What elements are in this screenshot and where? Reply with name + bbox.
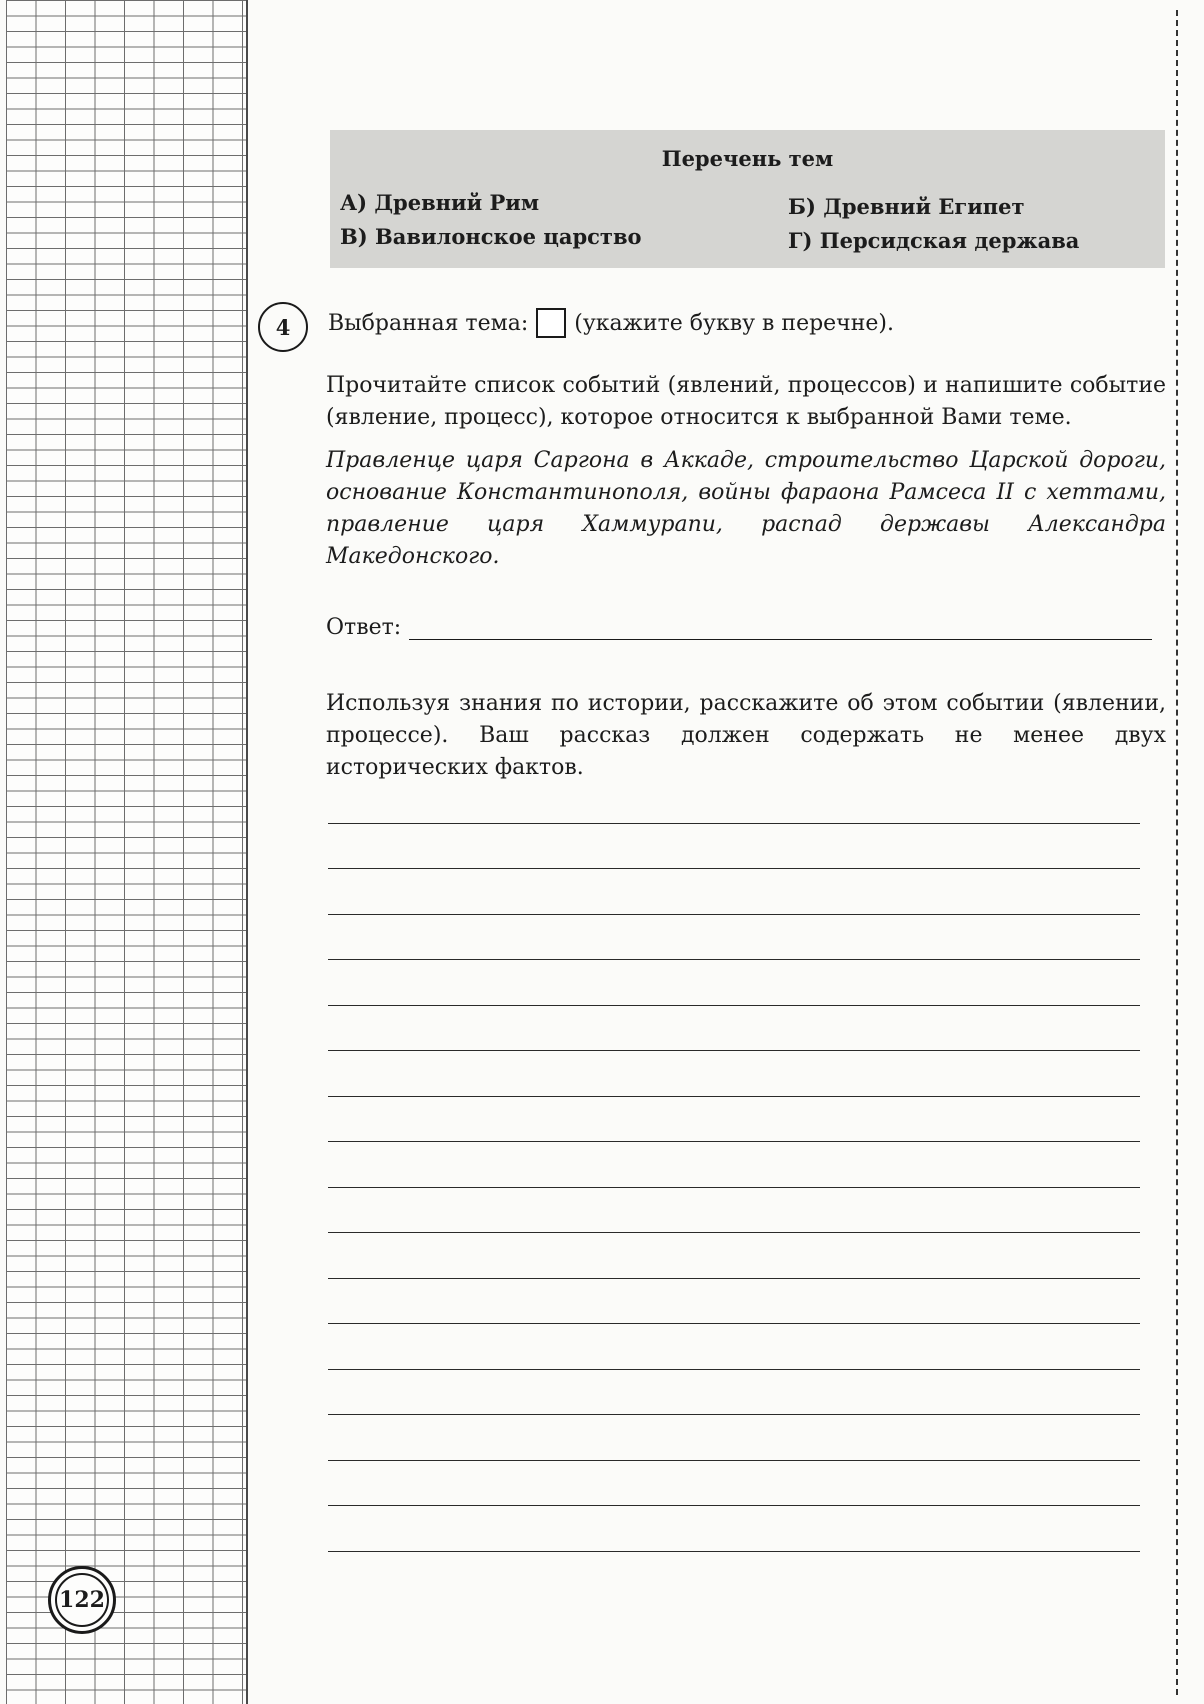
writing-line[interactable] [328, 1187, 1140, 1188]
writing-line[interactable] [328, 1414, 1140, 1415]
topics-list [330, 130, 1165, 268]
topic-g: Г) Персидская держава [788, 228, 1080, 253]
writing-line[interactable] [328, 1323, 1140, 1324]
writing-line[interactable] [328, 1505, 1140, 1506]
writing-line[interactable] [328, 914, 1140, 915]
topic-v: В) Вавилонское царство [340, 224, 642, 249]
answer-row [326, 613, 1152, 640]
chosen-topic-box[interactable] [536, 308, 566, 338]
cut-line [1176, 10, 1178, 1695]
writing-line[interactable] [328, 1551, 1140, 1552]
answer-label: Ответ: [326, 615, 402, 640]
task-instruction: Прочитайте список событий (явлений, процессов) и напишите событие (явление, процесс), которое относится к выбранной Вами теме. [326, 373, 1166, 430]
chosen-topic-label: Выбранная тема: [328, 310, 529, 336]
topic-a: А) Древний Рим [340, 190, 540, 215]
writing-line[interactable] [328, 868, 1140, 869]
chosen-topic-hint: (укажите букву в перечне). [574, 310, 894, 336]
writing-line[interactable] [328, 959, 1140, 960]
story-prompt: Используя знания по истории, расскажите об этом событии (явлении, процессе). Ваш рассказ должен содержать не менее двух исторических фактов. [326, 691, 1166, 780]
answer-line[interactable] [409, 613, 1152, 640]
writing-line[interactable] [328, 1096, 1140, 1097]
writing-line[interactable] [328, 1232, 1140, 1233]
page-number-badge [48, 1566, 116, 1634]
writing-line[interactable] [328, 1278, 1140, 1279]
writing-line[interactable] [328, 1050, 1140, 1051]
writing-line[interactable] [328, 1369, 1140, 1370]
page-number: 122 [55, 1573, 109, 1627]
topic-b: Б) Древний Египет [788, 194, 1025, 219]
writing-line[interactable] [328, 823, 1140, 824]
writing-line[interactable] [328, 1460, 1140, 1461]
grid-margin [6, 0, 248, 1704]
topics-title: Перечень тем [661, 146, 834, 171]
writing-line[interactable] [328, 1005, 1140, 1006]
chosen-topic-row [328, 308, 894, 338]
task-number: 4 [258, 302, 308, 352]
events-list: Правленце царя Саргона в Аккаде, строительство Царской дороги, основание Константинополя, войны фараона Рамсеса II с хеттами, правление царя Хаммурапи, распад державы Александра Македонского. [326, 448, 1166, 569]
writing-line[interactable] [328, 1141, 1140, 1142]
